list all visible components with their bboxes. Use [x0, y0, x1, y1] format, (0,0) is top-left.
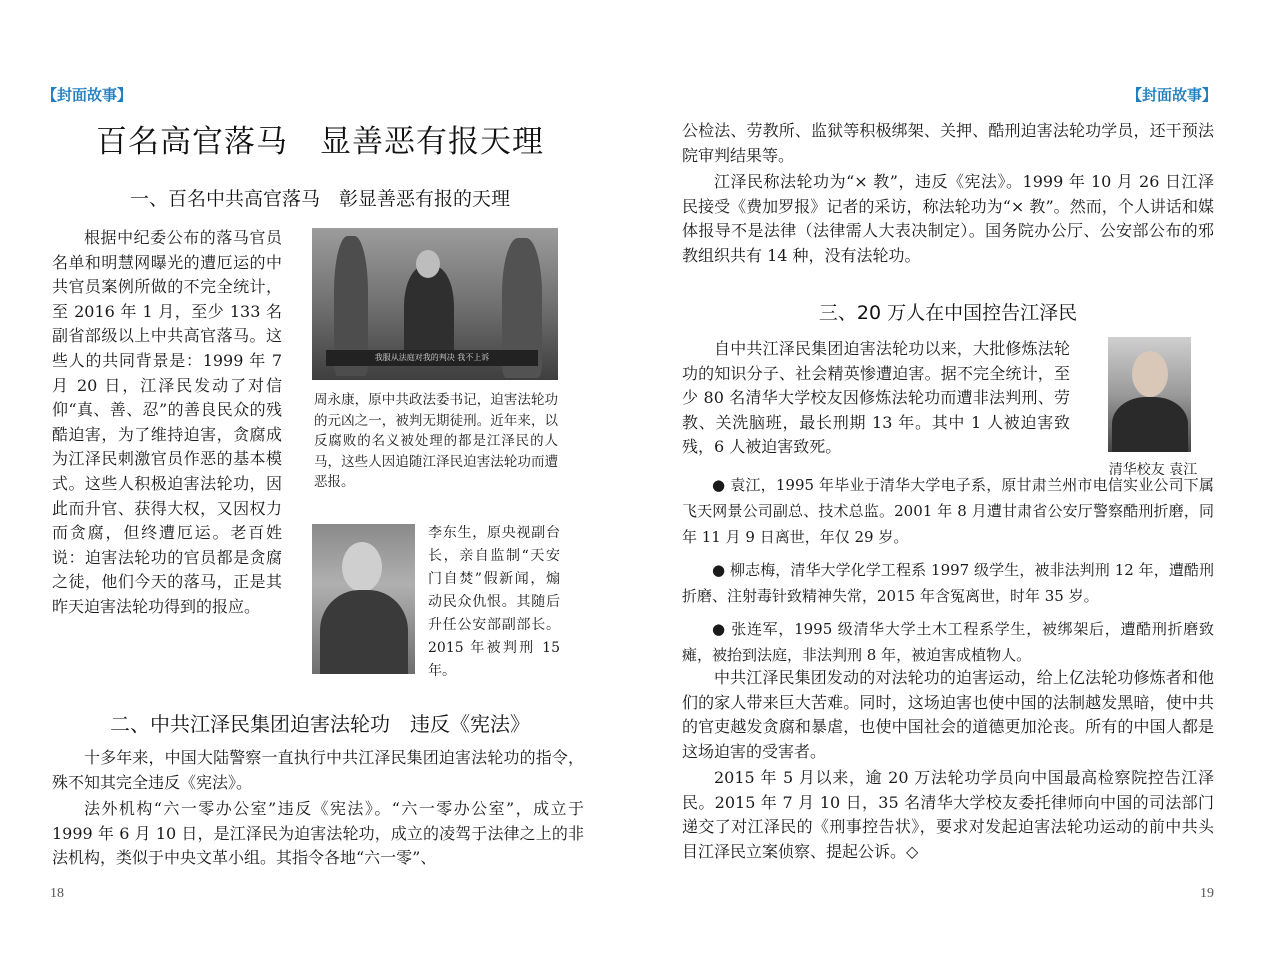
section1-paragraph: 根据中纪委公布的落马官员名单和明慧网曝光的遭厄运的中共官员案例所做的不完全统计，至 2016 年 1 月，至少 133 名副省部级以上中共高官落马。这些人的共同背景是：1999 年 7 月 20 日，江泽民发动了对信仰“真、善、忍”的善良民众的残酷迫害，为了维持迫害，贪腐成为江泽民刺激官员作恶的基本模式。这些人积极迫害法轮功，因此而升官、获得大权，又因权力而贪腐，但终遭厄运。老百姓说：迫害法轮功的官员都是贪腐之徒，他们今天的落马，正是其昨天迫害法轮功得到的报应。 [52, 228, 282, 616]
yuan-jiang-photo-caption: 清华校友 袁江 [1108, 462, 1198, 478]
zhou-yongkang-trial-photo [312, 228, 558, 380]
victim-list-item: ● 张连军，1995 级清华大学土木工程系学生，被绑架后，遭酷刑折磨致瘫，被抬到法庭，非法判刑 8 年，被迫害成植物人。 [682, 620, 1214, 664]
victim-list [682, 472, 1214, 675]
section2-heading: 二、中共江泽民集团迫害法轮功 违反《宪法》 [110, 712, 530, 736]
section1-heading: 一、百名中共高官落马 彰显善恶有报的天理 [129, 188, 510, 210]
jiang-constitution-paragraph: 江泽民称法轮功为“× 教”，违反《宪法》。1999 年 10 月 26 日江泽民接受《费加罗报》记者的采访，称法轮功为“× 教”。然而，个人讲话和媒体报导不是法律（法律需人大表决制定）。国务院办公厅、公安部公布的邪教组织共有 14 种，没有法轮功。 [682, 172, 1214, 265]
li-photo-caption: 李东生，原央视副台长，亲自监制“天安门自焚”假新闻，煽动民众仇恨。其随后升任公安部副部长。2015 年被判刑 15 年。 [428, 525, 560, 679]
section2-paragraph1: 十多年来，中国大陆警察一直执行中共江泽民集团迫害法轮功的指令，殊不知其完全违反《宪法》。 [52, 748, 584, 792]
li-dongsheng-photo [312, 524, 415, 674]
lawsuit-paragraph: 2015 年 5 月以来，逾 20 万法轮功学员向中国最高检察院控告江泽民。2015 年 7 月 10 日，35 名清华大学校友委托律师向中国的司法部门递交了对江泽民的《刑事控告状》，要求对发起迫害法轮功运动的前中共头目江泽民立案侦察、提起公诉。◇ [682, 768, 1214, 861]
continued-paragraph: 公检法、劳教所、监狱等积极绑架、关押、酷刑迫害法轮功学员，还干预法院审判结果等。 [682, 121, 1214, 165]
victim-list-item: ● 袁江，1995 年毕业于清华大学电子系，原甘肃兰州市电信实业公司下属飞天网景公司副总、技术总监。2001 年 8 月遭甘肃省公安厅警察酷刑折磨，同年 11 月 9 日离世，年仅 29 岁。 [682, 476, 1214, 546]
main-title: 百名高官落马 显善恶有报天理 [96, 124, 544, 160]
victim-list-item: ● 柳志梅，清华大学化学工程系 1997 级学生，被非法判刑 12 年，遭酷刑折磨、注射毒针致精神失常，2015 年含冤离世，时年 35 岁。 [682, 561, 1214, 605]
zhou-photo-caption: 周永康，原中共政法委书记，迫害法轮功的元凶之一，被判无期徒刑。近年来，以反腐败的名义被处理的都是江泽民的人马，这些人因追随江泽民迫害法轮功而遭恶报。 [314, 392, 558, 490]
trial-photo-banner: 我服从法庭对我的判决 我不上诉 [326, 350, 538, 366]
page-number-left: 18 [50, 886, 64, 901]
yuan-jiang-photo [1108, 337, 1191, 452]
section3-paragraph: 自中共江泽民集团迫害法轮功以来，大批修炼法轮功的知识分子、社会精英惨遭迫害。据不完全统计，至少 80 名清华大学校友因修炼法轮功而遭非法判刑、劳教、关洗脑班，最长刑期 13 年。其中 1 人被迫害致残，6 人被迫害致死。 [682, 339, 1070, 457]
left-page [0, 0, 632, 978]
section3-heading: 三、20 万人在中国控告江泽民 [818, 302, 1078, 324]
persecution-impact-paragraph: 中共江泽民集团发动的对法轮功的迫害运动，给上亿法轮功修炼者和他们的家人带来巨大苦难。同时，这场迫害也使中国的法制越发黑暗，使中共的官吏越发贪腐和暴虐，也使中国社会的道德更加沦丧。所有的中国人都是这场迫害的受害者。 [682, 668, 1214, 761]
right-page [632, 0, 1265, 978]
section2-paragraph2: 法外机构“六一零办公室”违反《宪法》。“六一零办公室”，成立于 1999 年 6 月 10 日，是江泽民为迫害法轮功，成立的凌驾于法律之上的非法机构，类似于中央文革小组。其指令各地“六一零”、 [52, 799, 584, 868]
cover-story-tag: 【封面故事】 [1126, 86, 1217, 104]
page-number-right: 19 [1200, 886, 1214, 901]
cover-story-tag: 【封面故事】 [42, 86, 133, 104]
